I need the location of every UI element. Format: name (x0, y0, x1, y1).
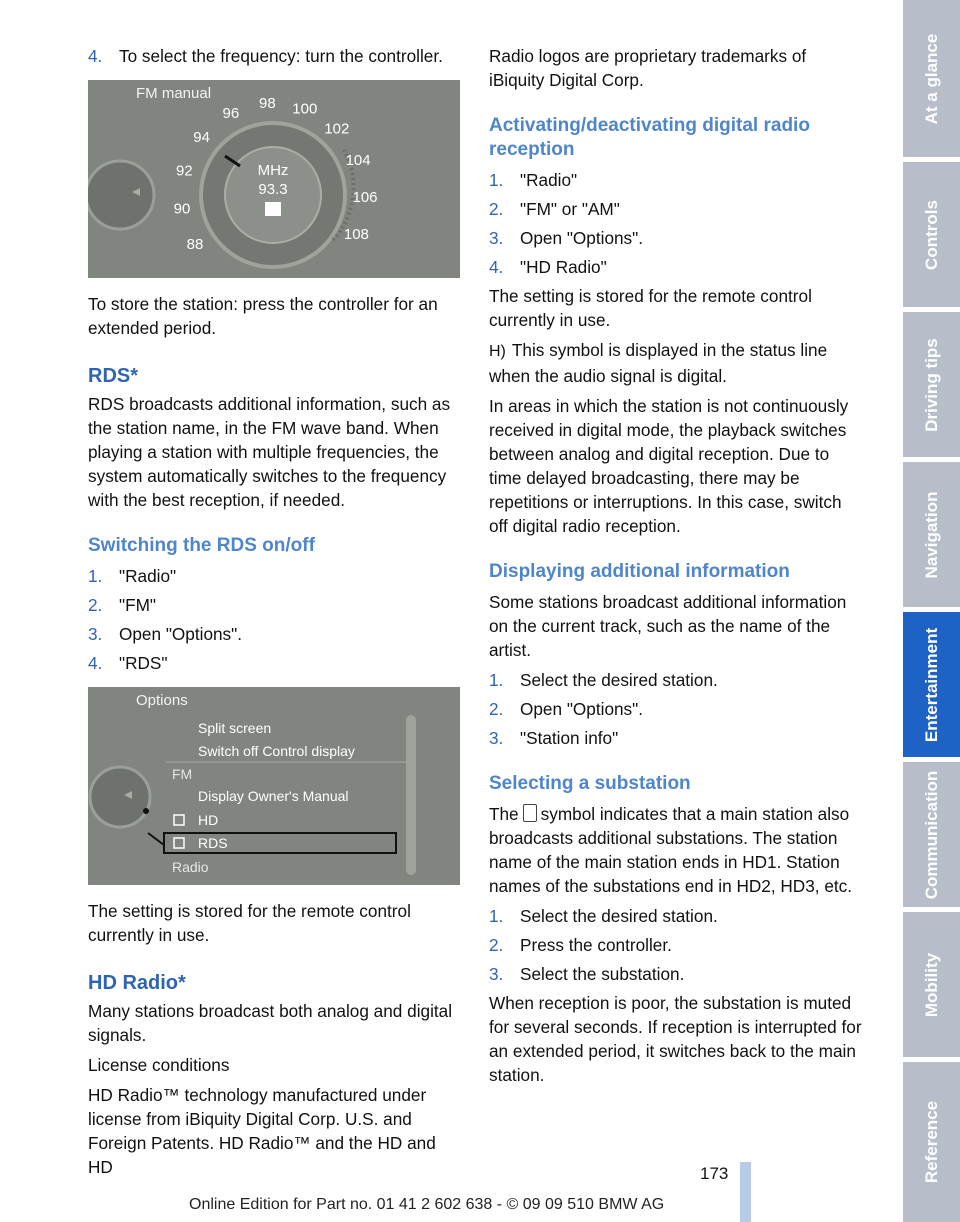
footer: Online Edition for Part no. 01 41 2 602 638 - © 09 09 510 BMW AG (189, 1196, 665, 1213)
tab-driving-tips[interactable]: Driving tips (903, 312, 960, 457)
subsection-heading: Switching the RDS on/off (88, 535, 315, 556)
svg-text:RDS: RDS (198, 835, 228, 851)
subsection-heading: Activating/deactivating digital radio reception (489, 115, 810, 160)
list-item: 4. To select the frequency: turn the controller. (88, 46, 443, 66)
svg-text:Radio: Radio (172, 859, 209, 875)
page-number: 173 (700, 1164, 729, 1183)
tab-navigation[interactable]: Navigation (903, 462, 960, 607)
options-screen (88, 687, 460, 885)
tab-entertainment[interactable]: Entertainment (903, 612, 960, 757)
list-item: 2. "FM" (88, 595, 157, 615)
list-item: 2. Press the controller. (489, 935, 672, 955)
list-item: 4. "HD Radio" (489, 257, 607, 277)
dial-tick-label: 94 (193, 129, 210, 146)
list-item: 3. Open "Options". (88, 624, 243, 644)
center-unit: MHz (257, 162, 289, 179)
options-graphic (88, 687, 460, 885)
list-item: 4. "RDS" (88, 653, 168, 673)
dial-graphic (88, 80, 460, 278)
list-item: 1. "Radio" (489, 170, 578, 190)
dial-tick-label: 108 (343, 225, 369, 243)
dial-tick-label: 100 (292, 100, 318, 118)
section-heading: RDS* (88, 365, 139, 387)
center-value: 93.3 (258, 181, 288, 198)
list-item: 3. Open "Options". (489, 228, 644, 248)
tab-reference[interactable]: Reference (903, 1062, 960, 1222)
section-heading: HD Radio* (88, 972, 186, 994)
dial-tick-label: 88 (186, 235, 204, 253)
tab-communication[interactable]: Communication (903, 762, 960, 907)
list-item: 3. Select the substation. (489, 964, 685, 984)
tab-at-a-glance[interactable]: At a glance (903, 0, 960, 157)
page-marker (740, 1162, 751, 1222)
screen-title: Options (136, 692, 188, 709)
list-item: 1. "Radio" (88, 566, 177, 586)
dial-tick-label: 92 (175, 162, 193, 180)
list-item: 1. Select the desired station. (489, 906, 718, 926)
dial-tick-label: 106 (352, 189, 378, 207)
chapter-tabs (903, 0, 960, 1222)
svg-text:HD: HD (198, 812, 219, 828)
list-item: 2. "FM" or "AM" (489, 199, 620, 219)
svg-text:Split screen: Split screen (198, 720, 272, 736)
substation-icon (523, 804, 537, 822)
list-item: 2. Open "Options". (489, 699, 644, 719)
fm-manual-screen (88, 80, 460, 278)
subsection-heading: Selecting a substation (489, 773, 691, 794)
subsection-heading: Displaying additional information (489, 561, 790, 582)
tab-controls[interactable]: Controls (903, 162, 960, 307)
svg-text:FM: FM (172, 766, 193, 782)
dial-tick-label: 98 (259, 95, 276, 113)
list-item: 3. "Station info" (489, 728, 619, 748)
dial-tick-label: 102 (324, 120, 350, 138)
svg-text:Display Owner's Manual: Display Owner's Manual (198, 788, 349, 804)
dial-tick-label: 104 (345, 151, 371, 169)
dial-tick-label: 96 (222, 105, 240, 123)
right-column: Radio logos are proprietary trademarks of iBiquity Digital Corp. Activating/deactivating digital radio reception 1. "Radio" 2. "FM" or "AM" 3. Open "Options". 4. "HD Radio" The setting is stored for the remote control currently in use. H) This symbol is displayed in the status line when the audio signal is digital. In areas in which the station is not continuously received in digital mode, the playback switches between analog and digital reception. Due to time delayed broadcasting, there may be repetitions or interruptions. In this case, switch off digital radio reception. Displaying additional information Some stations broadcast additional information on the current track, such as the name of the artist. 1. Select the desired station. 2. Open "Options". 3. "Station info" Selecting a substation The symbol indicates that a main station also broadcasts additional substations. The station name of the main station ends in HD1. Station names of the substations end in HD2, HD3, etc. 1. Select the desired station. 2. Press the controller. 3. Select the substation. When reception is poor, the substation is muted for several seconds. If reception is interrupted for an extended period, it switches back to the main station. (489, 44, 865, 1093)
dial-tick-label: 90 (173, 200, 191, 218)
hd-signal-icon: H) (489, 343, 506, 360)
screen-title: FM manual (136, 85, 212, 102)
svg-text:Switch off Control display: Switch off Control display (198, 743, 355, 759)
tab-mobility[interactable]: Mobility (903, 912, 960, 1057)
left-column: 4. To select the frequency: turn the controller. MHz 93.3 88 90 92 94 96 98 100 102 104 106 108 FM manual To store the station: press the controller for an extended period. RDS* RDS broadcasts additional information, such as the station name, in the FM wave band. When playing a station with multiple frequencies, the system automatically switches to the frequency with the best reception, if needed. Switching the RDS on/off 1. "Radio" 2. "FM" 3. Open "Options". 4. "RDS" Split screen Switch off Control display FM Display Owner's Manual HD RDS Radio Options The setting is stored for the remote control currently in use. HD Radio* Many stations broadcast both analog and digital signals. License conditions HD Radio™ technology manufactured under license from iBiquity Digital Corp. U.S. and Foreign Patents. HD Radio™ and the HD and HD (88, 44, 464, 1185)
list-item: 1. Select the desired station. (489, 670, 718, 690)
